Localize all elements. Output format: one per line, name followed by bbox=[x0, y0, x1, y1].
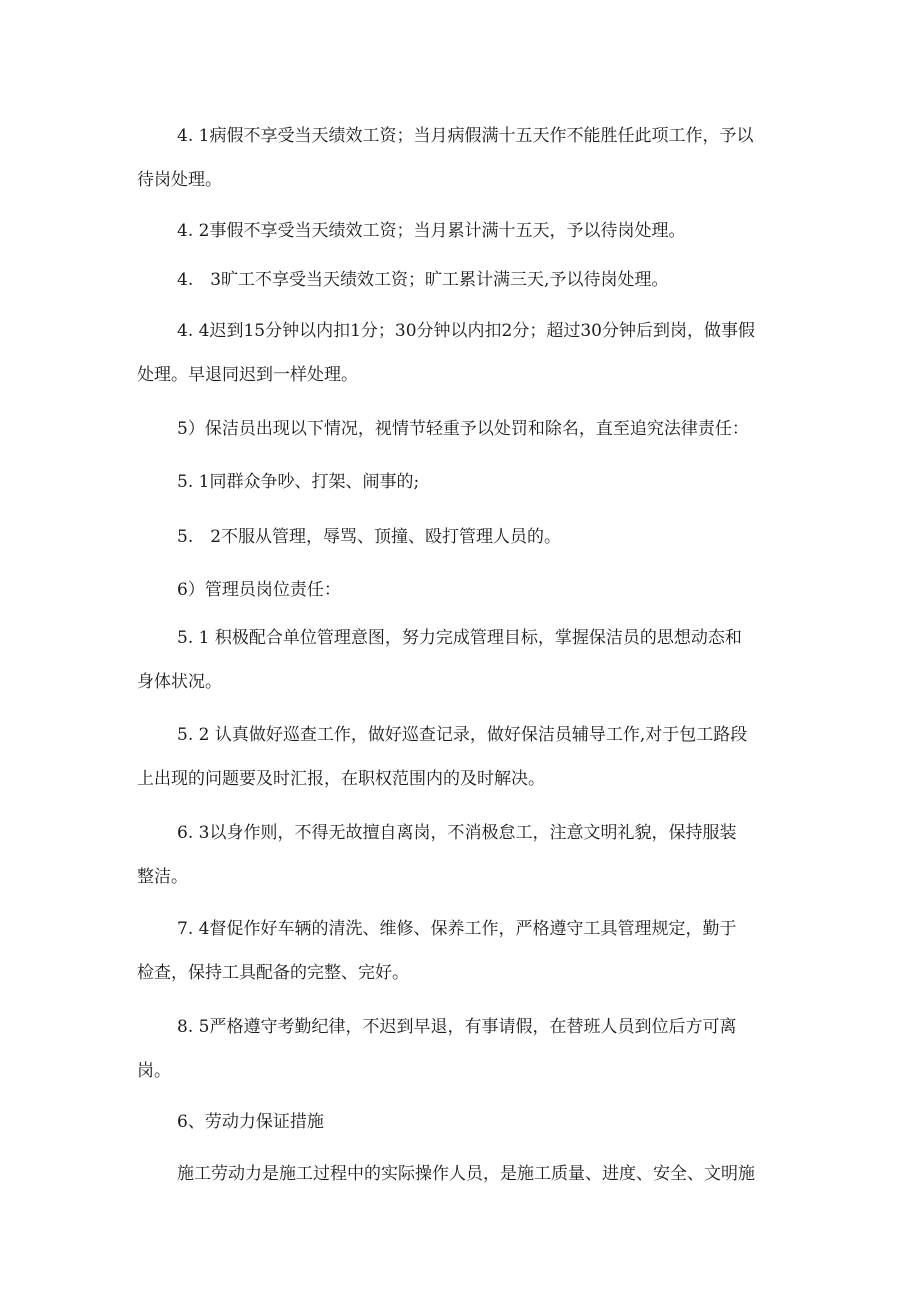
section-heading-labor bbox=[177, 1100, 807, 1144]
paragraph-text: 5. 1同群众争吵、打架、闹事的; bbox=[177, 472, 420, 492]
paragraph-text: 5. 1 积极配合单位管理意图，努力完成管理目标，掌握保洁员的思想动态和 bbox=[177, 628, 742, 648]
paragraph-continuation: 整洁。 bbox=[137, 867, 188, 887]
paragraph-mgr-5-2 bbox=[137, 713, 807, 801]
paragraph-text: 6、劳动力保证措施 bbox=[177, 1112, 324, 1132]
paragraph-mgr-5-1 bbox=[137, 616, 807, 704]
paragraph-5 bbox=[177, 407, 807, 451]
paragraph-5-2 bbox=[177, 515, 807, 559]
paragraph-text: 6. 3以身作则，不得无故擅自离岗，不消极怠工，注意文明礼貌，保持服装 bbox=[177, 823, 737, 843]
paragraph-text: 7. 4督促作好车辆的清洗、维修、保养工作，严格遵守工具管理规定，勤于 bbox=[177, 919, 737, 939]
paragraph-text: 6）管理员岗位责任： bbox=[177, 580, 341, 600]
paragraph-continuation: 上出现的问题要及时汇报，在职权范围内的及时解决。 bbox=[137, 769, 545, 789]
paragraph-5-1 bbox=[177, 460, 807, 504]
paragraph-4-2 bbox=[177, 209, 807, 253]
paragraph-text: 4. 1病假不享受当天绩效工资；当月病假满十五天作不能胜任此项工作，予以 bbox=[177, 126, 754, 146]
paragraph-labor-intro bbox=[177, 1152, 807, 1196]
paragraph-mgr-6-3 bbox=[137, 811, 807, 899]
paragraph-mgr-8-5 bbox=[137, 1005, 807, 1093]
paragraph-text: 5）保洁员出现以下情况，视情节轻重予以处罚和除名，直至追究法律责任： bbox=[177, 419, 749, 439]
paragraph-continuation: 岗。 bbox=[137, 1061, 171, 1081]
paragraph-text: 4. 2事假不享受当天绩效工资；当月累计满十五天，予以待岗处理。 bbox=[177, 221, 686, 241]
paragraph-text: 5. 2 认真做好巡查工作，做好巡查记录，做好保洁员辅导工作,对于包工路段 bbox=[177, 725, 748, 745]
paragraph-continuation: 处理。早退同迟到一样处理。 bbox=[137, 365, 358, 385]
paragraph-text: 5. 2不服从管理，辱骂、顶撞、殴打管理人员的。 bbox=[177, 527, 562, 547]
paragraph-4-1 bbox=[137, 114, 807, 202]
paragraph-6 bbox=[177, 568, 807, 612]
paragraph-continuation: 身体状况。 bbox=[137, 672, 222, 692]
paragraph-mgr-7-4 bbox=[137, 907, 807, 995]
paragraph-4-4 bbox=[137, 309, 807, 397]
paragraph-continuation: 待岗处理。 bbox=[137, 170, 222, 190]
paragraph-text: 8. 5严格遵守考勤纪律，不迟到早退，有事请假，在替班人员到位后方可离 bbox=[177, 1017, 737, 1037]
paragraph-text: 4. 4迟到15分钟以内扣1分；30分钟以内扣2分；超过30分钟后到岗，做事假 bbox=[177, 321, 755, 341]
paragraph-continuation: 检查，保持工具配备的完整、完好。 bbox=[137, 963, 409, 983]
paragraph-4-3 bbox=[177, 258, 807, 302]
paragraph-text: 4. 3旷工不享受当天绩效工资；旷工累计满三天,予以待岗处理。 bbox=[177, 270, 669, 290]
paragraph-text: 施工劳动力是施工过程中的实际操作人员，是施工质量、进度、安全、文明施 bbox=[177, 1164, 755, 1184]
